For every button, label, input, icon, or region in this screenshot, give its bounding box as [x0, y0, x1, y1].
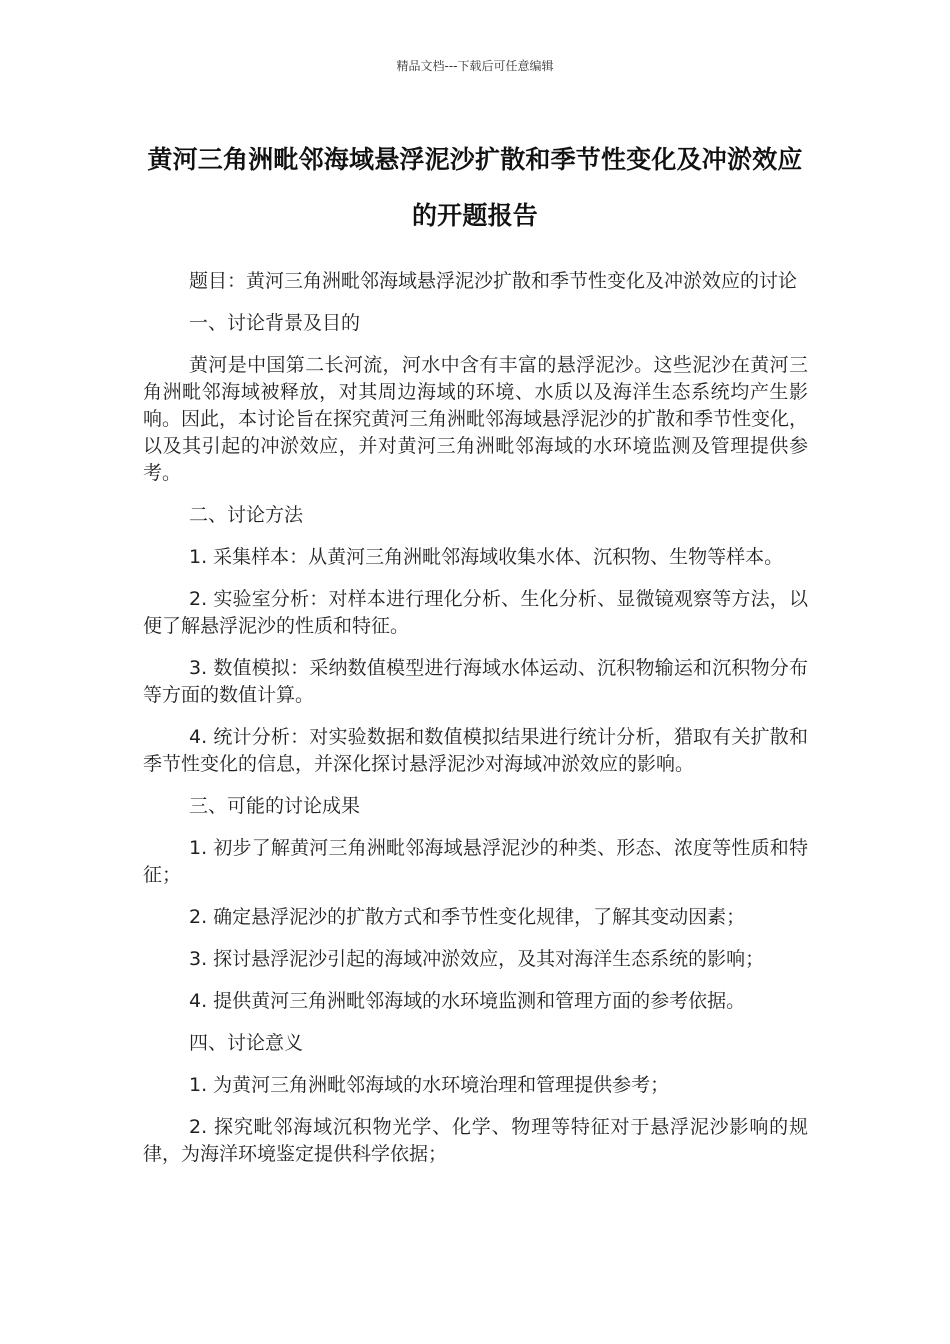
list-item: 4. 统计分析：对实验数据和数值模拟结果进行统计分析，猎取有关扩散和季节性变化的信息，并深化探讨悬浮泥沙对海域冲淤效应的影响。: [143, 726, 808, 775]
section-heading-results: 三、可能的讨论成果: [189, 795, 361, 817]
paragraph-background: 黄河是中国第二长河流，河水中含有丰富的悬浮泥沙。这些泥沙在黄河三角洲毗邻海域被释放，对其周边海域的环境、水质以及海洋生态系统均产生影响。因此，本讨论旨在探究黄河三角洲毗邻海域悬浮泥沙的扩散和季节性变化，以及其引起的冲淤效应，并对黄河三角洲毗邻海域的水环境监测及管理提供参考。: [143, 354, 809, 484]
list-item: 3. 探讨悬浮泥沙引起的海域冲淤效应，及其对海洋生态系统的影响；: [189, 948, 765, 970]
document-body: [143, 268, 808, 1183]
list-item: 1. 初步了解黄河三角洲毗邻海域悬浮泥沙的种类、形态、浓度等性质和特征；: [143, 837, 808, 886]
section-heading-background: 一、讨论背景及目的: [189, 312, 361, 334]
list-item: 4. 提供黄河三角洲毗邻海域的水环境监测和管理方面的参考依据。: [189, 990, 746, 1012]
section-heading-methods: 二、讨论方法: [189, 504, 304, 526]
list-item: 1. 为黄河三角洲毗邻海域的水环境治理和管理提供参考；: [189, 1074, 670, 1096]
list-item: 3. 数值模拟：采纳数值模型进行海域水体运动、沉积物输运和沉积物分布等方面的数值计算。: [143, 657, 808, 706]
list-item: 2. 探究毗邻海域沉积物光学、化学、物理等特征对于悬浮泥沙影响的规律，为海洋环境鉴定提供科学依据；: [143, 1116, 808, 1165]
paragraph-topic: 题目：黄河三角洲毗邻海域悬浮泥沙扩散和季节性变化及冲淤效应的讨论: [189, 270, 798, 292]
section-heading-significance: 四、讨论意义: [189, 1032, 304, 1054]
header-note: 精品文档---下载后可任意编辑: [396, 59, 554, 73]
list-item: 2. 确定悬浮泥沙的扩散方式和季节性变化规律，了解其变动因素；: [189, 906, 746, 928]
list-item: 1. 采集样本：从黄河三角洲毗邻海域收集水体、沉积物、生物等样本。: [189, 546, 784, 568]
document-title: 黄河三角洲毗邻海域悬浮泥沙扩散和季节性变化及冲淤效应的开题报告: [147, 145, 803, 230]
list-item: 2. 实验室分析：对样本进行理化分析、生化分析、显微镜观察等方法，以便了解悬浮泥沙的性质和特征。: [143, 588, 808, 637]
